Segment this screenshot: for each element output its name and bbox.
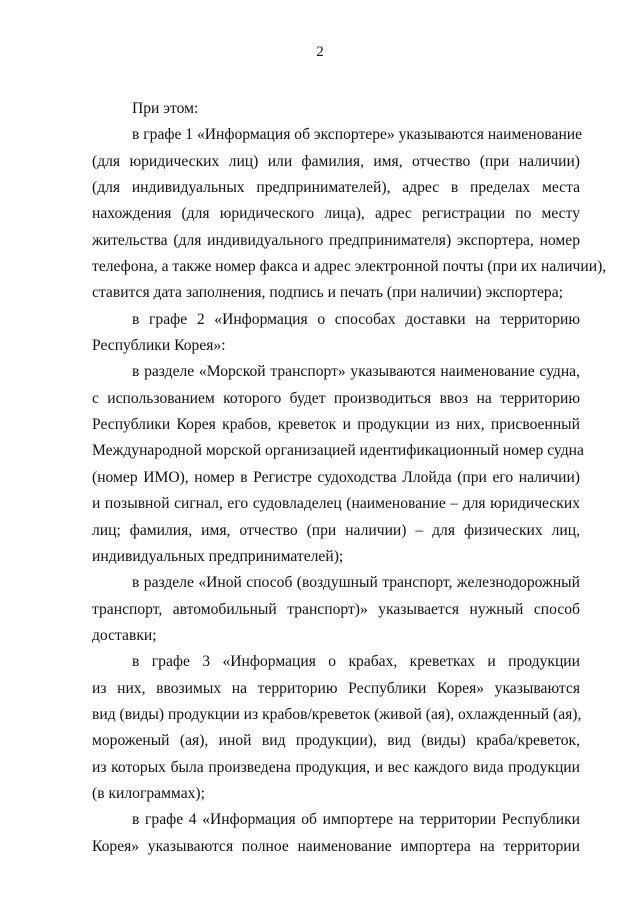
text-line: доставки; (92, 626, 157, 644)
text-line: При этом: (132, 100, 199, 117)
text-line: лиц; фамилия, имя, отчество (при наличии) – для физических лиц, (92, 521, 580, 539)
text-line: (номер ИМО), номер в Регистре судоходства Ллойда (при его наличии) (92, 468, 580, 486)
text-line: в разделе «Иной способ (воздушный транспорт, железнодорожный (132, 574, 580, 592)
text-line: в графе 1 «Информация об экспортере» указываются наименование (132, 126, 583, 144)
text-line: (в килограммах); (92, 784, 205, 802)
text-line: мороженый (ая), иной вид продукции), вид (виды) краба/креветок, (92, 732, 580, 750)
text-line: и позывной сигнал, его судовладелец (наименование – для юридических (92, 495, 580, 513)
text-line: (для индивидуальных предпринимателей), адрес в пределах места (92, 179, 580, 197)
text-line: ставится дата заполнения, подпись и печать (при наличии) экспортера; (92, 284, 563, 302)
page-number: 2 (316, 44, 324, 60)
document-body (92, 96, 607, 860)
text-line: транспорт, автомобильный транспорт)» указывается нужный способ (92, 600, 580, 618)
text-line: индивидуальных предпринимателей); (92, 547, 344, 565)
text-line: Республики Корея крабов, креветок и продукции из них, присвоенный (92, 416, 580, 434)
text-line: Корея» указываются полное наименование импортера на территории (92, 837, 580, 855)
text-line: в графе 2 «Информация о способах доставки на территорию (132, 310, 580, 328)
text-line: из них, ввозимых на территорию Республики Корея» указываются (92, 679, 580, 697)
text-line: жительства (для индивидуального предпринимателя) экспортера, номер (92, 231, 580, 249)
text-line: Республики Корея»: (92, 337, 226, 355)
text-line: в разделе «Морской транспорт» указываются наименование судна, (132, 363, 580, 381)
text-line: вид (виды) продукции из крабов/креветок (живой (ая), охлажденный (ая), (92, 705, 582, 723)
text-line: из которых была произведена продукция, и вес каждого вида продукции (92, 758, 580, 776)
text-line: Международной морской организацией идентификационный номер судна (92, 442, 584, 460)
text-line: в графе 3 «Информация о крабах, креветках и продукции (132, 653, 580, 671)
text-line: в графе 4 «Информация об импортере на территории Республики (132, 811, 580, 829)
text-line: телефона, а также номер факса и адрес электронной почты (при их наличии), (92, 258, 607, 276)
text-line: с использованием которого будет производиться ввоз на территорию (92, 389, 580, 407)
text-line: (для юридических лиц) или фамилия, имя, отчество (при наличии) (92, 152, 580, 170)
text-line: нахождения (для юридического лица), адрес регистрации по месту (92, 205, 580, 223)
